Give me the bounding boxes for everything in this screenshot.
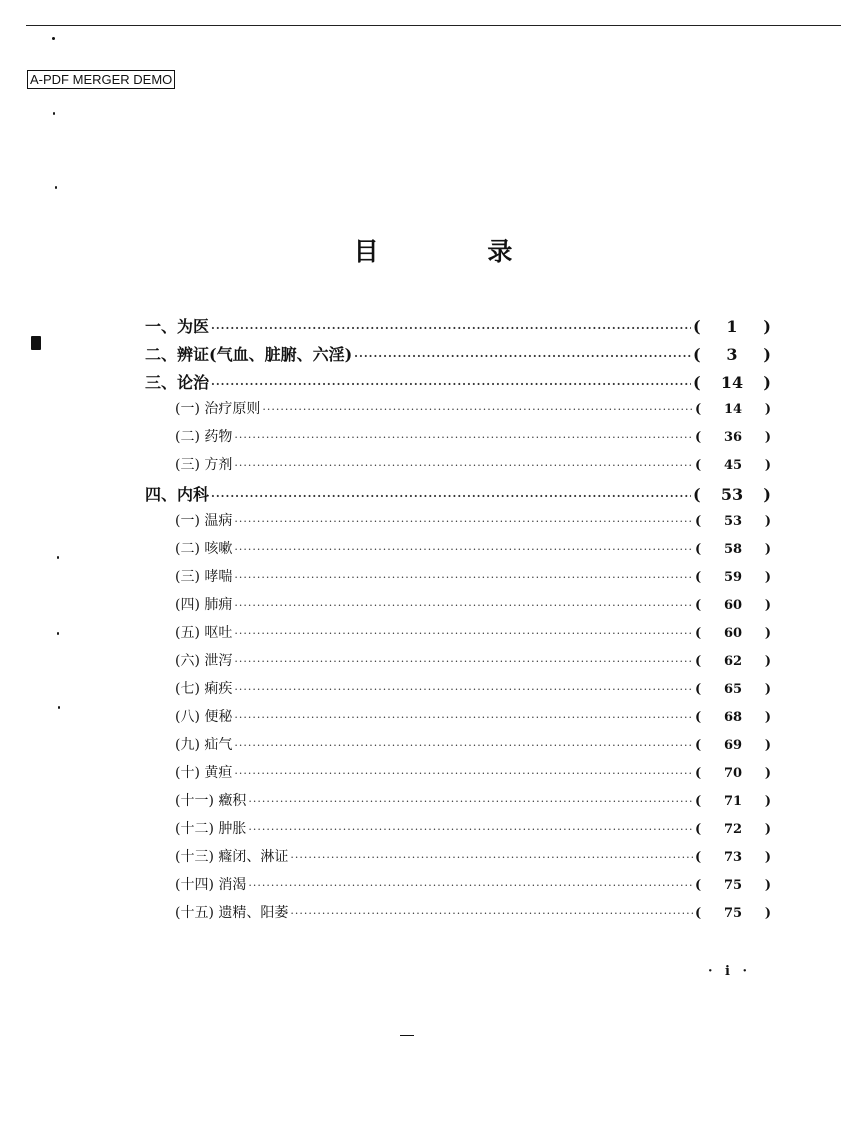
toc-page-number: 14 [723, 402, 743, 417]
toc-dot-leader [234, 627, 693, 640]
toc-section-entry[interactable] [145, 370, 771, 393]
paren-open: ( [695, 570, 702, 585]
toc-subsection-entry[interactable] [175, 874, 771, 894]
toc-dot-leader [234, 767, 693, 780]
paren-open: ( [695, 458, 702, 473]
toc-entry-label: (二) 药物 [175, 429, 233, 445]
paren-close: ) [763, 485, 771, 504]
paren-close: ) [763, 345, 771, 364]
paren-close: ) [764, 654, 771, 669]
toc-dot-leader [234, 655, 693, 668]
toc-subsection-entry[interactable] [175, 650, 771, 670]
paren-open: ( [695, 402, 702, 417]
toc-page-ref [693, 598, 771, 613]
toc-entry-label: (六) 泄泻 [175, 653, 233, 669]
paren-open: ( [695, 598, 702, 613]
toc-page-ref [691, 485, 771, 504]
toc-entry-label: (十一) 癥积 [175, 793, 247, 809]
toc-subsection-entry[interactable] [175, 734, 771, 754]
toc-subsection-entry[interactable] [175, 678, 771, 698]
paren-open: ( [693, 373, 701, 392]
paren-open: ( [695, 850, 702, 865]
toc-page-number: 45 [723, 458, 743, 473]
toc-entry-label: 一、为医 [145, 317, 210, 336]
toc-entry-label: 三、论治 [145, 373, 210, 392]
toc-page-ref [693, 766, 771, 781]
toc-dot-leader [234, 515, 693, 528]
toc-page-number: 53 [720, 485, 744, 504]
toc-page-number: 71 [723, 794, 743, 809]
toc-page-number: 36 [723, 430, 743, 445]
paren-close: ) [764, 794, 771, 809]
toc-dot-leader [248, 823, 693, 836]
paren-open: ( [695, 682, 702, 697]
paren-close: ) [763, 373, 771, 392]
toc-page-ref [693, 822, 771, 837]
paren-close: ) [764, 878, 771, 893]
toc-page-number: 60 [723, 598, 743, 613]
toc-page-ref [693, 570, 771, 585]
toc-page-ref [693, 626, 771, 641]
toc-page-ref [691, 345, 771, 364]
toc-page-number: 73 [723, 850, 743, 865]
scan-speck [53, 112, 55, 115]
toc-page-number: 65 [723, 682, 743, 697]
toc-page-ref [693, 458, 771, 473]
toc-page-ref [693, 850, 771, 865]
toc-dot-leader [234, 599, 693, 612]
toc-subsection-entry[interactable] [175, 398, 771, 418]
paren-close: ) [764, 822, 771, 837]
toc-subsection-entry[interactable] [175, 622, 771, 642]
paren-open: ( [695, 766, 702, 781]
toc-subsection-entry[interactable] [175, 566, 771, 586]
paren-open: ( [693, 485, 701, 504]
toc-subsection-entry[interactable] [175, 846, 771, 866]
scan-speck [400, 1035, 414, 1036]
paren-close: ) [763, 317, 771, 336]
toc-dot-leader [234, 711, 693, 724]
paren-open: ( [695, 878, 702, 893]
paren-close: ) [764, 682, 771, 697]
toc-page-number: 1 [726, 317, 738, 336]
paren-close: ) [764, 458, 771, 473]
toc-dot-leader [211, 322, 691, 335]
toc-page-number: 68 [723, 710, 743, 725]
toc-page-ref [693, 402, 771, 417]
toc-entry-label: (九) 疝气 [175, 737, 233, 753]
toc-entry-label: (三) 哮喘 [175, 569, 233, 585]
paren-open: ( [695, 906, 702, 921]
toc-entry-label: (五) 呕吐 [175, 625, 233, 641]
toc-dot-leader [290, 851, 693, 864]
paren-close: ) [764, 906, 771, 921]
paren-close: ) [764, 738, 771, 753]
toc-entry-label: (二) 咳嗽 [175, 541, 233, 557]
toc-page-number: 70 [723, 766, 743, 781]
toc-subsection-entry[interactable] [175, 426, 771, 446]
paren-open: ( [693, 317, 701, 336]
paren-close: ) [764, 598, 771, 613]
toc-dot-leader [211, 490, 691, 503]
toc-dot-leader [354, 350, 691, 363]
toc-page-number: 75 [723, 906, 743, 921]
scan-speck [57, 632, 59, 635]
toc-entry-label: (七) 痢疾 [175, 681, 233, 697]
paren-close: ) [764, 542, 771, 557]
paren-open: ( [695, 738, 702, 753]
toc-page-ref [693, 878, 771, 893]
toc-page-ref [693, 710, 771, 725]
toc-entry-label: (十二) 肿胀 [175, 821, 247, 837]
paren-close: ) [764, 710, 771, 725]
toc-page-ref [693, 794, 771, 809]
toc-page-number: 60 [723, 626, 743, 641]
paren-open: ( [695, 626, 702, 641]
toc-page-number: 59 [723, 570, 743, 585]
page-number-marker: · i · [708, 964, 752, 979]
toc-dot-leader [234, 739, 693, 752]
paren-close: ) [764, 430, 771, 445]
scan-speck [31, 336, 41, 350]
page-title: 目 录 [353, 237, 563, 266]
toc-subsection-entry[interactable] [175, 454, 771, 474]
paren-close: ) [764, 850, 771, 865]
toc-page-ref [693, 654, 771, 669]
toc-subsection-entry[interactable] [175, 510, 771, 530]
paren-close: ) [764, 402, 771, 417]
toc-entry-label: (一) 治疗原则 [175, 401, 261, 417]
toc-entry-label: (三) 方剂 [175, 457, 233, 473]
toc-subsection-entry[interactable] [175, 790, 771, 810]
paren-close: ) [764, 514, 771, 529]
toc-page-ref [693, 430, 771, 445]
paren-open: ( [695, 710, 702, 725]
toc-dot-leader [262, 403, 693, 416]
toc-page-ref [693, 738, 771, 753]
paren-close: ) [764, 766, 771, 781]
toc-section-entry[interactable] [145, 314, 771, 337]
toc-page-ref [693, 514, 771, 529]
toc-page-ref [693, 542, 771, 557]
toc-entry-label: 二、辨证(气血、脏腑、六淫) [145, 345, 353, 364]
toc-entry-label: (十五) 遗精、阳萎 [175, 905, 289, 921]
toc-section-entry[interactable] [145, 342, 771, 365]
toc-page-ref [693, 906, 771, 921]
toc-dot-leader [234, 571, 693, 584]
paren-close: ) [764, 626, 771, 641]
toc-page-number: 58 [723, 542, 743, 557]
toc-dot-leader [290, 907, 693, 920]
toc-entry-label: (十四) 消渴 [175, 877, 247, 893]
toc-entry-label: (四) 肺痈 [175, 597, 233, 613]
toc-subsection-entry[interactable] [175, 902, 771, 922]
toc-entry-label: (十) 黄疸 [175, 765, 233, 781]
toc-page-number: 62 [723, 654, 743, 669]
toc-page-number: 14 [720, 373, 744, 392]
toc-page-number: 75 [723, 878, 743, 893]
paren-open: ( [695, 542, 702, 557]
toc-subsection-entry[interactable] [175, 594, 771, 614]
toc-dot-leader [211, 378, 691, 391]
paren-open: ( [695, 514, 702, 529]
paren-open: ( [695, 822, 702, 837]
scan-speck [55, 186, 57, 189]
toc-page-ref [693, 682, 771, 697]
toc-subsection-entry[interactable] [175, 762, 771, 782]
toc-page-number: 69 [723, 738, 743, 753]
paren-open: ( [695, 654, 702, 669]
top-rule [26, 25, 841, 26]
toc-page-number: 72 [723, 822, 743, 837]
paren-close: ) [764, 570, 771, 585]
toc-dot-leader [234, 683, 693, 696]
toc-page-ref [691, 317, 771, 336]
toc-dot-leader [234, 459, 693, 472]
toc-dot-leader [248, 879, 693, 892]
toc-dot-leader [234, 543, 693, 556]
scan-speck [58, 706, 60, 709]
toc-entry-label: 四、内科 [145, 485, 210, 504]
paren-open: ( [695, 794, 702, 809]
watermark-label: A-PDF MERGER DEMO [27, 70, 175, 89]
toc-dot-leader [248, 795, 693, 808]
scan-speck [57, 556, 59, 559]
toc-dot-leader [234, 431, 693, 444]
toc-page-number: 3 [726, 345, 738, 364]
paren-open: ( [695, 430, 702, 445]
toc-entry-label: (十三) 癃闭、淋证 [175, 849, 289, 865]
paren-open: ( [693, 345, 701, 364]
toc-subsection-entry[interactable] [175, 818, 771, 838]
toc-section-entry[interactable] [145, 482, 771, 505]
scan-speck [52, 37, 55, 40]
toc-page-number: 53 [723, 514, 743, 529]
toc-subsection-entry[interactable] [175, 538, 771, 558]
toc-entry-label: (八) 便秘 [175, 709, 233, 725]
toc-subsection-entry[interactable] [175, 706, 771, 726]
toc-page-ref [691, 373, 771, 392]
toc-entry-label: (一) 温病 [175, 513, 233, 529]
